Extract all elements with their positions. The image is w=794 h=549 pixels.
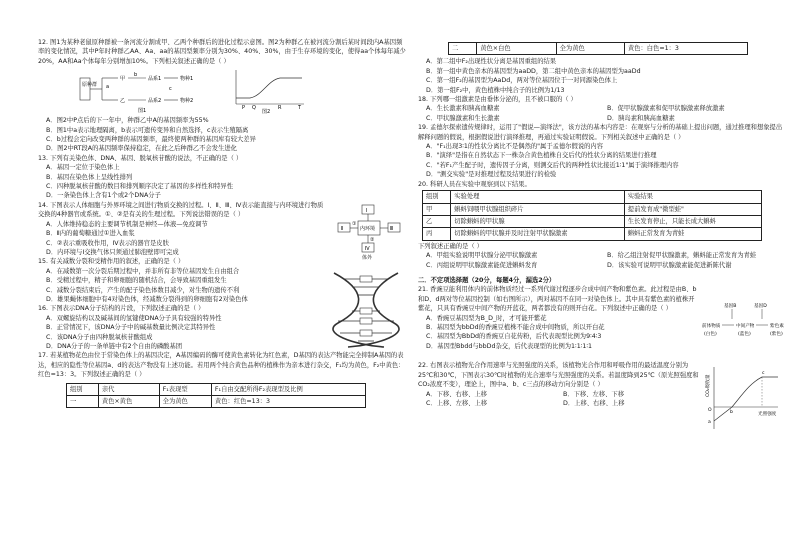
option-15-b[interactable]: B．受精过程中，精子和卵细胞的随机结合，会导致基因重组发生 <box>46 277 227 285</box>
option-16-d[interactable]: D．DNA分子的一条单链中有2个自由的磷酸基团 <box>46 342 183 350</box>
label-external: 体外 <box>362 254 373 261</box>
question-22: 22. 右图表示植物光合作用速率与光照强度的关系，该植物光合作用和呼吸作用的最适温度分别为25℃和30℃，下图表示30℃时植物的光合速率与光照强度的关系。若温度降到25℃（原光照强度和CO₂浓度不变），理论上，图中a、b、c三点的移动方向分别是（ ） <box>418 362 699 389</box>
question-12: 12. 图1为某种老鼠原种群被一条河流分割成甲、乙两个种群后的进化过程示意图。图2为种群乙在被河流分割后某时间段内A基因频率的变化情况，其中P年时种群乙AA、Aa、aa的基因型频率分别为30%、40%、30%，由于生存环境的变化，使得aa个体每年减少20%，AA和Aa个体每年分别增加10%。下列相关叙述正确的是（ ） <box>38 39 406 65</box>
option-15-d[interactable]: D．雄果蝇体细胞中有4对染色体，经减数分裂得到的卵细胞有2对染色体 <box>46 295 248 303</box>
option-15-a[interactable]: A．在减数第一次分裂后期过程中，并非所有非等位基因发生自由组合 <box>46 267 240 275</box>
question-15: 15. 有关减数分裂和受精作用的叙述，正确的是（ ） <box>38 258 185 266</box>
table-header-f2: F₁自由交配所得F₂表现型及比例 <box>211 383 365 395</box>
option-13-c[interactable]: C．四种脱氧核苷酸的数目和排列顺序决定了基因的多样性和特异性 <box>46 183 234 191</box>
point-b: b <box>730 410 733 416</box>
option-18-d[interactable]: D．胰岛素和胰高血糖素 <box>607 114 675 122</box>
label-line2: 品系2 <box>148 98 162 105</box>
option-21-d[interactable]: D．基因型Bbdd与bbDd杂交，后代表现型的比例为1∶1∶1∶1 <box>426 342 592 350</box>
option-14-b[interactable]: B．Ⅱ内的葡萄糖通过①进入血浆 <box>46 230 135 238</box>
table-header-f1: F₁表现型 <box>159 383 211 395</box>
table-cell: 黄色×黄色 <box>98 396 159 408</box>
tick-r: R <box>278 105 282 112</box>
option-20-b[interactable]: B．给乙组注射促甲状腺激素，蝌蚪能正常发育为青蛙 <box>607 252 757 260</box>
option-20-d[interactable]: D．该实验可说明甲状腺激素能促进新陈代谢 <box>607 261 732 269</box>
table-cell: 甲 <box>423 203 451 215</box>
option-12-d[interactable]: D．图2中RT段A的基因频率保持稳定，在此之后种群乙不会发生进化 <box>46 145 237 153</box>
option-20-c[interactable]: C．丙组说明甲状腺激素能促进蝌蚪发育 <box>426 261 538 269</box>
table-row <box>67 396 366 408</box>
table-header-group: 组别 <box>67 383 99 395</box>
option-14-a[interactable]: A．人体维持稳态的主要调节机制是神经—体液—免疫调节 <box>46 220 208 228</box>
option-19-d[interactable]: D．"测交实验"是对推理过程及结果进行的检验 <box>426 171 557 179</box>
table-row <box>449 43 748 55</box>
origin-o: O <box>708 408 712 414</box>
option-22-c[interactable]: C．上移、左移、上移 <box>426 399 488 407</box>
figure-2-curve <box>228 68 308 114</box>
table-cell: 全为黄色 <box>159 396 211 408</box>
question-16: 16. 下图表示DNA分子结构的片段，下列叙述正确的是（ ） <box>38 305 205 313</box>
table-17-continued <box>448 42 748 55</box>
option-22-b[interactable]: B．下移、左移、下移 <box>563 390 624 398</box>
question-20: 20. 科研人员在实验中观察到以下结果。 <box>418 180 531 188</box>
table-cell: 提前发育成"微型蛙" <box>624 203 761 215</box>
label-purple: (紫色) <box>770 332 783 338</box>
option-12-c[interactable]: C．b过程会定向改变两种群的基因频率，最终使两种群的基因库有较大差异 <box>46 136 256 144</box>
table-header-parent: 亲代 <box>98 383 159 395</box>
figure-22-light-curve <box>702 363 782 435</box>
left-column <box>38 38 408 408</box>
option-14-c[interactable]: C．②表示重吸收作用，Ⅳ表示的器官是皮肤 <box>46 239 169 247</box>
figure-14-exchange <box>334 201 404 261</box>
option-18-b[interactable]: B．促甲状腺激素和促甲状腺激素释放激素 <box>607 105 725 113</box>
option-17-c[interactable]: C．第一组F₂的基因型为AaDd，两对等位基因位于一对同源染色体上 <box>426 77 618 85</box>
option-21-a[interactable]: A．香豌豆基因型为B_D_时，才可能开紫花 <box>426 314 547 322</box>
label-a: a <box>106 84 110 91</box>
x-axis-label: 光照强度 <box>758 412 777 418</box>
label-species1: 物种1 <box>180 76 194 83</box>
section-2-title: 二．不定项选择题（20分，每题4分，漏选2分） <box>418 276 556 284</box>
table-cell: 蝌蚪饲喂甲状腺组织碎片 <box>451 203 625 215</box>
label-yi: 乙 <box>120 98 126 105</box>
option-22-a[interactable]: A．下移、右移、上移 <box>426 390 487 398</box>
options-12 <box>38 116 408 154</box>
y-axis-label: CO₂吸收量 <box>706 374 711 398</box>
option-17-a[interactable]: A．第二组中F₂出现性状分离是基因重组的结果 <box>426 58 557 66</box>
option-21-b[interactable]: B．基因型为bbDd的香豌豆植株不能合成中间物质，所以开白花 <box>426 323 605 331</box>
label-intermediate: 中间产物 <box>736 324 755 330</box>
question-19: 19. 孟德尔探索遗传规律时，运用了"假说—演绎法"，该方法的基本内容是：在观察与分析的基础上提出问题，通过推理和想象提出解释问题的假说，根据假说进行演绎推理，再通过实验证明假说。下列相关叙述中正确的是（ ） <box>418 124 783 141</box>
label-process-2: ② <box>370 236 375 243</box>
label-line1: 品系1 <box>148 76 162 83</box>
option-13-a[interactable]: A．基因一定位于染色体上 <box>46 164 120 172</box>
label-c: c <box>169 86 172 93</box>
label-jia: 甲 <box>120 76 126 83</box>
figure-1-caption: 图1 <box>138 108 147 115</box>
table-cell: 黄色：白色=1：3 <box>624 43 747 55</box>
option-14-d[interactable]: D．内环境与Ⅰ交换气体只须通过肺泡壁即可完成 <box>46 248 179 256</box>
option-16-c[interactable]: C．该DNA分子由四种脱氧核苷酸组成 <box>46 333 153 341</box>
table-header-treatment: 实验处理 <box>451 191 625 203</box>
question-20-tail: 下列叙述正确的是（ ） <box>418 242 483 250</box>
table-cell: 切除蝌蚪的甲状腺并及时注射甲状腺激素 <box>451 228 625 240</box>
figure-2-caption: 图2 <box>262 109 271 115</box>
option-12-b[interactable]: B．图1中a表示地理隔离，b表示可遗传变异和自然选择，c表示生殖隔离 <box>46 126 249 134</box>
right-column <box>418 42 788 435</box>
option-13-d[interactable]: D．一条染色体上含有1个或2个DNA分子 <box>46 192 161 200</box>
label-blue: (蓝色) <box>738 332 751 338</box>
point-c: c <box>762 371 765 377</box>
table-cell: 丙 <box>423 228 451 240</box>
figure-21-pathway <box>702 301 788 361</box>
table-cell: 乙 <box>423 215 451 227</box>
figure-1-evolution <box>78 68 218 114</box>
label-original: 原种群 <box>82 82 98 89</box>
tick-q: Q <box>252 105 256 112</box>
option-18-c[interactable]: C．甲状腺激素和生长激素 <box>426 114 500 122</box>
question-18: 18. 下列哪一组激素是由垂体分泌的，且不被口服的（ ） <box>418 96 577 104</box>
question-13: 13. 下列有关染色体、DNA、基因、脱氧核苷酸的说法，不正确的是（ ） <box>38 154 243 162</box>
option-16-b[interactable]: B．正常情况下，该DNA分子中的碱基数量比例决定其特异性 <box>46 324 216 332</box>
option-19-a[interactable]: A．"F₁出现3∶1的性状分离比不是偶然的"属于孟德尔假说的内容 <box>426 143 604 151</box>
option-17-d[interactable]: D．第一组F₂中，黄色植株中纯合子的比例为1/13 <box>426 86 565 94</box>
option-19-c[interactable]: C．"若F₁产生配子时，遗传因子分离，则测交后代的两种性状比接近1∶1"属于演绎推理内容 <box>426 161 679 169</box>
table-cell: 生长发育停止，只能长成大蝌蚪 <box>624 215 761 227</box>
table-20 <box>422 190 762 241</box>
option-12-a[interactable]: A．图2中P点后的下一年中，种群乙中A的基因频率为55% <box>46 117 209 125</box>
label-organ-ii: Ⅱ <box>341 225 344 232</box>
tick-p: P <box>242 105 246 112</box>
question-17: 17. 若某植物花色由位于常染色体上的基因决定，A基因编码的酶可使黄色素转化为红色素，D基因的表达产物能完全抑制A基因的表达，相应的隐性等位基因a、d的表达产物没有上述功能。若用两个纯合黄色品种的植株作为亲本进行杂交，F₁均为黄色，F₂中黄色：红色=13：3。下列叙述正确的是（ ） <box>38 352 405 379</box>
label-white: (白色) <box>704 332 717 338</box>
option-16-a[interactable]: A．双螺旋结构以及碱基间的氢键使DNA分子具有较强的特异性 <box>46 314 222 322</box>
table-row <box>423 228 762 240</box>
table-row <box>423 203 762 215</box>
table-header-group: 组别 <box>423 191 451 203</box>
table-cell: 一 <box>67 396 99 408</box>
point-a: a <box>708 420 711 426</box>
option-18-a[interactable]: A．生长激素和胰高血糖素 <box>426 105 500 113</box>
table-row <box>423 215 762 227</box>
option-20-a[interactable]: A．甲组实验说明甲状腺分泌甲状腺激素 <box>426 252 538 260</box>
table-cell: 二 <box>449 43 477 55</box>
label-organ-iv: Ⅳ <box>365 245 370 252</box>
table-17 <box>66 383 366 409</box>
label-gene-d: 基因D <box>754 304 767 310</box>
label-process-1: ① <box>352 220 357 227</box>
figure-12 <box>78 68 408 114</box>
question-21: 21. 香豌豆能利用体内的前体物质经过一系列代谢过程逐步合成中间产物和紫色素。此过程是由B、b和D、d两对等位基因控制（如右图所示），两对基因不在同一对染色体上。其中具有紫色素的植株开紫花，只具有香豌豆中间产物的开蓝花，两者都没有的则开白花。下列叙述中正确的是（ ） <box>418 286 697 313</box>
option-15-c[interactable]: C．减数分裂结束后，产生的配子染色体数目减少，对生物的遗传不利 <box>46 286 240 294</box>
table-cell: 黄色：红色=13：3 <box>211 396 365 408</box>
label-gene-b: 基因B <box>724 304 737 310</box>
option-17-b[interactable]: B．第一组中黄色亲本的基因型为aaDD，第二组中黄色亲本的基因型为aaDd <box>426 67 641 75</box>
option-22-d[interactable]: D．上移、右移、上移 <box>563 399 625 407</box>
label-b: b <box>134 72 138 79</box>
tick-t: T <box>298 105 302 112</box>
option-21-c[interactable]: C．基因型为BbDd的香豌豆自花传粉，后代表现型比例为9∶4∶3 <box>426 333 602 341</box>
question-14: 14. 下图表示人体细胞与外界环境之间进行物质交换的过程。Ⅰ、Ⅱ、Ⅲ、Ⅳ表示能直接与内环境进行物质交换的4种器官或系统。①、②是有关的生理过程。下列说法错误的是（ ） <box>38 201 324 219</box>
table-cell: 全为黄色 <box>556 43 624 55</box>
label-purple-pigment: 紫色素 <box>770 324 784 330</box>
label-species2: 物种2 <box>180 98 194 105</box>
table-header-result: 实验结果 <box>624 191 761 203</box>
label-precursor: 前体物质 <box>702 324 721 330</box>
table-cell: 蝌蚪正常发育为青蛙 <box>624 228 761 240</box>
table-cell: 切除蝌蚪的甲状腺 <box>451 215 625 227</box>
label-internal: 内环境 <box>360 225 376 232</box>
table-cell: 黄色×白色 <box>477 43 556 55</box>
dna-helix-figure <box>324 267 408 351</box>
option-13-b[interactable]: B．基因在染色体上呈线性排列 <box>46 173 133 181</box>
option-19-b[interactable]: B．"演绎"是指在自然状态下一株杂合黄色植株自交后代的性状分离的结果进行推理 <box>426 152 657 160</box>
label-organ-iii: Ⅲ <box>390 225 394 232</box>
label-organ-i: Ⅰ <box>366 207 368 214</box>
